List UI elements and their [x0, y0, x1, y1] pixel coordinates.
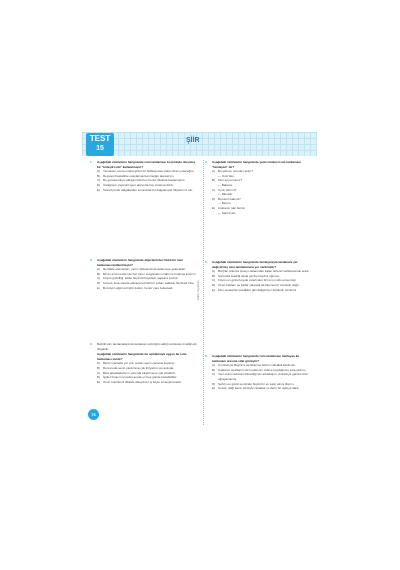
option-letter: B) [212, 273, 215, 278]
answer-option[interactable] [212, 372, 313, 381]
answer-option[interactable] [212, 206, 313, 211]
option-reply: — Benim. [218, 201, 232, 206]
page-number: 76 [88, 409, 99, 420]
question-number: 6. [205, 354, 208, 358]
option-reply: — Bitmedi. [218, 192, 233, 197]
option-text: Arabanın rakı bozuk [218, 205, 245, 210]
question-6 [205, 354, 313, 391]
side-publisher-text: Zafer Yayınları [196, 280, 200, 300]
question-stem [205, 260, 313, 269]
option-text: Köyün en güzel koyulu evlerinden biri onu mutlu etmemişti. [218, 278, 297, 283]
option-reply: — Şanzıman. [218, 210, 237, 215]
option-text: Arabanın anahtarını dert odasının cebine koyduğumu sanıyordum. [218, 367, 307, 372]
option-text: Reçeteyi baştabibe onaylatmazsan ilaçları alamazsın. [103, 173, 175, 178]
option-letter: B) [97, 271, 100, 276]
option-letter: A) [97, 267, 100, 272]
option-letter: D) [97, 375, 101, 380]
option-text: Oyun bitti mi? [218, 187, 237, 192]
page-title: ŞİİR [186, 137, 200, 144]
option-letter: C) [212, 187, 216, 192]
option-text: Üstağmen, hepimizi spor alanında boy sırasına dizdi. [103, 182, 174, 187]
option-text: Benim çantada yer yok, şurları senin çantana koyalım. [103, 361, 176, 366]
question-stem [90, 342, 198, 351]
answer-option[interactable] [97, 188, 198, 193]
option-letter: B) [97, 365, 100, 370]
option-letter: E) [97, 285, 100, 290]
option-text: Kimi sanatçılar istedikleri gibi değiştiriyor türlülerin sözlerini. [218, 287, 297, 292]
question-1 [90, 160, 198, 192]
option-text: Cumhuriyet Bayramı şenliklerine bütün mahalleli katılmıştı. [218, 363, 296, 368]
option-text: Bu köyün ağırına hiçbir doktor, henüz çare bulamadı. [103, 285, 174, 290]
option-text: Kimi arıyorsunuz? [218, 178, 243, 183]
option-text: Televizyonlar dalgalardan korunacak bir dalgakırana ihtiyacımız var. [103, 187, 193, 192]
answer-option[interactable] [212, 386, 313, 391]
option-letter: E) [97, 187, 100, 192]
question-number: 2. [90, 258, 93, 262]
header-band [82, 132, 317, 156]
option-letter: D) [212, 381, 216, 386]
question-text: Aşağıdaki cümlelerin hangisinde isim tamlaması tamlayan ile tamlananı arasına sıfat girmiştir? [212, 354, 300, 363]
question-text: Aşağıdaki cümlelerin hangisinde isim tamlaması bi-çiminde oluşmuş bir "birleşik isim" kullanılmıştır? [97, 160, 196, 169]
option-reply: — Babamı. [218, 182, 234, 187]
question-2 [90, 258, 198, 290]
option-letter: A) [212, 269, 215, 274]
option-letter: E) [97, 379, 100, 384]
test-number: 15 [96, 145, 104, 152]
option-text: Şehrin en güzel semtinde büyük bir ev satın almış ilkyımı. [218, 381, 295, 386]
option-letter: C) [212, 278, 216, 283]
option-letter: D) [97, 182, 101, 187]
question-stem [90, 160, 198, 169]
option-letter: A) [97, 361, 100, 366]
option-letter: C) [97, 178, 101, 183]
answer-option[interactable] [97, 380, 198, 385]
option-text: Bu kimin kalemi? [218, 196, 241, 201]
question-text: Aşağıdaki cümlelerin hangisinde diğerlerinden farklı bir isim tamlaması kullanılmıştır? [97, 258, 184, 267]
option-text: Onun hastanı ne kadar çalışsak da bitememiz mümkün değil. [218, 282, 300, 287]
option-letter: A) [212, 169, 215, 174]
option-letter: B) [97, 173, 100, 178]
option-text: Beni arkadaşlarımın yanında eleştirmene çok üzüldüm. [103, 370, 177, 375]
option-text: Bu gecekonduyu aldığımızda ben henüz ilkokula başlamıştım. [103, 178, 186, 183]
question-subtext: Aşağıdaki cümlelerin hangisinde bu açıklamaya uygun bir isim tamlaması vardır? [97, 352, 187, 361]
answer-option[interactable] [97, 286, 198, 291]
question-number: 5. [205, 260, 208, 264]
question-number: 3. [90, 342, 93, 346]
option-letter: D) [212, 196, 216, 201]
question-4 [205, 160, 313, 215]
question-number: 4. [205, 160, 208, 164]
option-text: Derslikte elemanları, yarım şirketimizi denetlemeye gelecekler. [103, 267, 186, 272]
option-letter: D) [97, 280, 101, 285]
option-letter: E) [212, 386, 215, 391]
option-text: Çocuk, içliği bacın elinsiyle rahatlatı ve derin bir uykuya daldı. [218, 386, 300, 391]
option-reply: — İzmir'den. [218, 173, 235, 178]
answer-option[interactable] [212, 288, 313, 293]
option-text: Köyün güzelliği, tekke heyimizi büyüledi; şapkına çevirdi. [103, 276, 179, 281]
option-text: Borçları arkınca çeneyi sıklarından kalan terlerini sahilmesinde eradı. [218, 269, 310, 274]
question-stem [90, 258, 198, 267]
column-divider [203, 160, 204, 425]
question-stem [205, 160, 313, 169]
option-letter: E) [212, 287, 215, 292]
question-3 [90, 342, 198, 384]
test-label: TEST [89, 134, 111, 143]
question-text: Aşağıdaki cümlelerin hangisinde tamlayanıyla tamlananı yer değiştirmiş isim tamlamasına yer verilmiştir? [212, 260, 298, 269]
question-5 [205, 260, 313, 292]
option-letter: C) [97, 276, 101, 281]
option-text: Anneni, kısa sürede oldukça lezzetli bir çoban salatası hazırladı bize. [103, 280, 195, 285]
option-text: Sonunda istediği okula yazılıp kaydını oğunun. [218, 273, 280, 278]
test-badge [86, 133, 114, 156]
option-text: Bir an evvel evden de bizi torun sevgisinden mahrum bırakma kuzum! [103, 271, 196, 276]
option-text: Yeni evinin adresini bilmediği için arkadaşım, Ankara'ya gelince bize uğrayamamış. [218, 372, 309, 381]
option-letter: A) [212, 363, 215, 368]
option-letter: C) [212, 372, 216, 377]
option-letter: E) [212, 205, 215, 210]
option-letter: B) [212, 178, 215, 183]
option-letter: D) [212, 282, 216, 287]
option-text: Bu şahsıyı nereden aldın? [218, 169, 253, 174]
question-intro: Belirtili isim tamlamalarında tamlanan sözcüğün aldığı tamlanan özelliği ekt düşebilir. [97, 342, 197, 351]
question-stem [205, 354, 313, 363]
option-text: Bu konuda senin yardımına çok ihtiyacım var aslında. [103, 365, 175, 370]
option-letter: B) [212, 367, 215, 372]
question-number: 1. [90, 160, 93, 164]
option-text: Onun önerilerini dikkate alsaydınız iş böyle sonuçlanmazdı. [103, 379, 182, 384]
option-letter: C) [97, 370, 101, 375]
option-text: Yemekten sonra onlara güzel bir bülbülyuvası tatlısı ikram edeceğim. [103, 169, 195, 174]
option-letter: A) [97, 169, 100, 174]
question-text: Aşağıdaki cümlelerin hangisinde yanıt cümlesi isim tamlaması "tamlayan" dır? [212, 160, 301, 169]
option-text: İşçiler binanın temelini ancak on beş günde kazabildiler. [103, 375, 178, 380]
